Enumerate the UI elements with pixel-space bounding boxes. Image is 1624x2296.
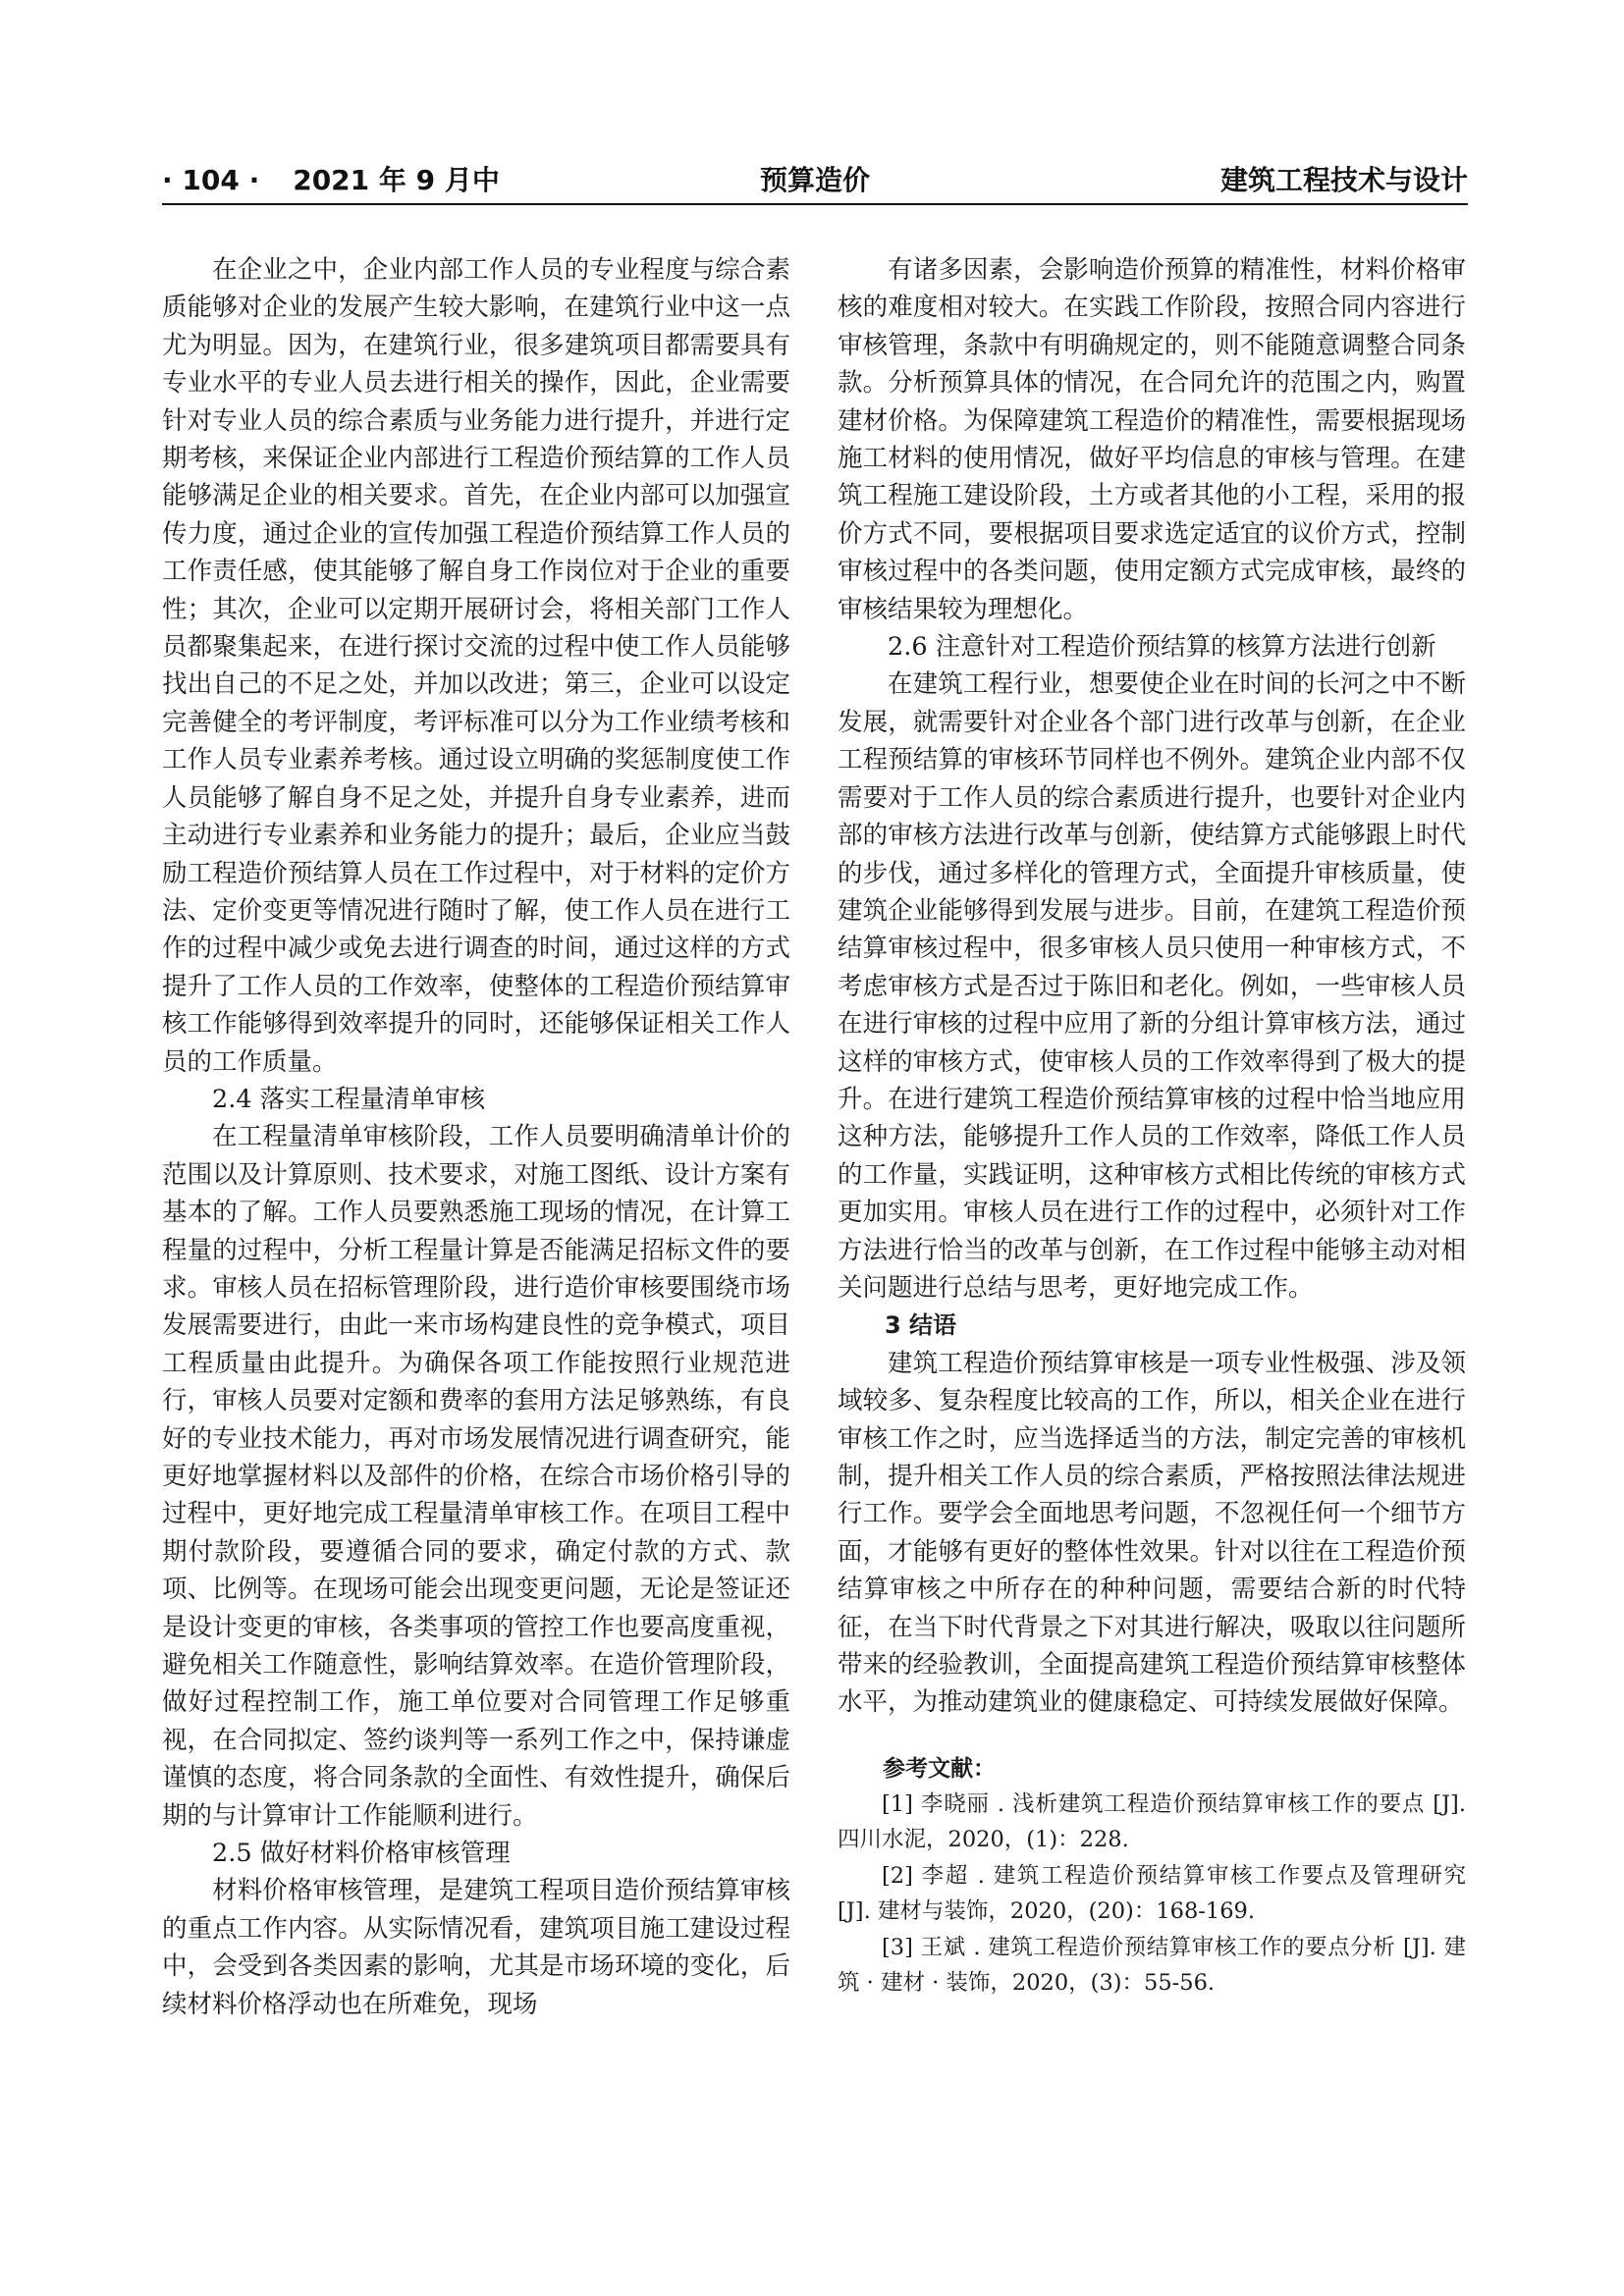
header-divider	[162, 203, 1468, 205]
section-heading-conclusion: 3 结语	[885, 1311, 957, 1340]
left-column	[162, 251, 790, 2023]
section-heading-2-4: 2.4 落实工程量清单审核	[212, 1084, 486, 1114]
section-heading-2-6: 2.6 注意针对工程造价预结算的核算方法进行创新	[888, 632, 1436, 663]
reference-item: [2] 李超 . 建筑工程造价预结算审核工作要点及管理研究 [J]. 建材与装饰，2020，(20)：168-169.	[838, 1862, 1466, 1925]
section-name: 建筑工程技术与设计	[1219, 164, 1468, 196]
page-number: · 104 ·	[162, 164, 260, 196]
paragraph: 材料价格审核管理，是建筑工程项目造价预结算审核的重点工作内容。从实际情况看，建筑项目施工建设过程中，会受到各类因素的影响，尤其是市场环境的变化，后续材料价格浮动也在所难免，现场	[162, 1876, 790, 2019]
right-column	[838, 251, 1466, 2002]
paragraph: 在企业之中，企业内部工作人员的专业程度与综合素质能够对企业的发展产生较大影响，在建筑行业中这一点尤为明显。因为，在建筑行业，很多建筑项目都需要具有专业水平的专业人员去进行相关的操作，因此，企业需要针对专业人员的综合素质与业务能力进行提升，并进行定期考核，来保证企业内部进行工程造价预结算的工作人员能够满足企业的相关要求。首先，在企业内部可以加强宣传力度，通过企业的宣传加强工程造价预结算工作人员的工作责任感，使其能够了解自身工作岗位对于企业的重要性；其次，企业可以定期开展研讨会，将相关部门工作人员都聚集起来，在进行探讨交流的过程中使工作人员能够找出自己的不足之处，并加以改进；第三，企业可以设定完善健全的考评制度，考评标准可以分为工作业绩考核和工作人员专业素养考核。通过设立明确的奖惩制度使工作人员能够了解自身不足之处，并提升自身专业素养，进而主动进行专业素养和业务能力的提升；最后，企业应当鼓励工程造价预结算人员在工作过程中，对于材料的定价方法、定价变更等情况进行随时了解，使工作人员在进行工作的过程中减少或免去进行调查的时间，通过这样的方式提升了工作人员的工作效率，使整体的工程造价预结算审核工作能够得到效率提升的同时，还能够保证相关工作人员的工作质量。	[162, 255, 790, 1077]
paragraph: 有诸多因素，会影响造价预算的精准性，材料价格审核的难度相对较大。在实践工作阶段，按照合同内容进行审核管理，条款中有明确规定的，则不能随意调整合同条款。分析预算具体的情况，在合同允许的范围之内，购置建材价格。为保障建筑工程造价的精准性，需要根据现场施工材料的使用情况，做好平均信息的审核与管理。在建筑工程施工建设阶段，土方或者其他的小工程，采用的报价方式不同，要根据项目要求选定适宜的议价方式，控制审核过程中的各类问题，使用定额方式完成审核，最终的审核结果较为理想化。	[838, 255, 1466, 624]
paragraph: 在工程量清单审核阶段，工作人员要明确清单计价的范围以及计算原则、技术要求，对施工图纸、设计方案有基本的了解。工作人员要熟悉施工现场的情况，在计算工程量的过程中，分析工程量计算是否能满足招标文件的要求。审核人员在招标管理阶段，进行造价审核要围绕市场发展需要进行，由此一来市场构建良性的竞争模式，项目工程质量由此提升。为确保各项工作能按照行业规范进行，审核人员要对定额和费率的套用方法足够熟练，有良好的专业技术能力，再对市场发展情况进行调查研究，能更好地掌握材料以及部件的价格，在综合市场价格引导的过程中，更好地完成工程量清单审核工作。在项目工程中期付款阶段，要遵循合同的要求，确定付款的方式、款项、比例等。在现场可能会出现变更问题，无论是签证还是设计变更的审核，各类事项的管控工作也要高度重视，避免相关工作随意性，影响结算效率。在造价管理阶段，做好过程控制工作，施工单位要对合同管理工作足够重视，在合同拟定、签约谈判等一系列工作之中，保持谦虚谨慎的态度，将合同条款的全面性、有效性提升，确保后期的与计算审计工作能顺利进行。	[162, 1122, 790, 1831]
reference-item: [1] 李晓丽 . 浅析建筑工程造价预结算审核工作的要点 [J]. 四川水泥，2020，(1)：228.	[838, 1790, 1466, 1853]
running-header	[162, 155, 1468, 198]
references-title: 参考文献：	[883, 1755, 996, 1782]
reference-item: [3] 王斌 . 建筑工程造价预结算审核工作的要点分析 [J]. 建筑 · 建材 · 装饰，2020，(3)：55-56.	[838, 1934, 1466, 1997]
journal-name: 预算造价	[759, 164, 870, 196]
issue-date: 2021 年 9 月中	[293, 164, 500, 196]
section-heading-2-5: 2.5 做好材料价格审核管理	[212, 1839, 511, 1869]
paragraph: 建筑工程造价预结算审核是一项专业性极强、涉及领域较多、复杂程度比较高的工作，所以，相关企业在进行审核工作之时，应当选择适当的方法，制定完善的审核机制，提升相关工作人员的综合素质，严格按照法律法规进行工作。要学会全面地思考问题，不忽视任何一个细节方面，才能够有更好的整体性效果。针对以往在工程造价预结算审核之中所存在的种种问题，需要结合新的时代特征，在当下时代背景之下对其进行解决，吸取以往问题所带来的经验教训，全面提高建筑工程造价预结算审核整体水平，为推动建筑业的健康稳定、可持续发展做好保障。	[838, 1348, 1466, 1718]
references	[838, 1751, 1466, 2002]
paragraph: 在建筑工程行业，想要使企业在时间的长河之中不断发展，就需要针对企业各个部门进行改革与创新，在企业工程预结算的审核环节同样也不例外。建筑企业内部不仅需要对于工作人员的综合素质进行提升，也要针对企业内部的审核方法进行改革与创新，使结算方式能够跟上时代的步伐，通过多样化的管理方式，全面提升审核质量，使建筑企业能够得到发展与进步。目前，在建筑工程造价预结算审核过程中，很多审核人员只使用一种审核方式，不考虑审核方式是否过于陈旧和老化。例如，一些审核人员在进行审核的过程中应用了新的分组计算审核方法，通过这样的审核方式，使审核人员的工作效率得到了极大的提升。在进行建筑工程造价预结算审核的过程中恰当地应用这种方法，能够提升工作人员的工作效率，降低工作人员的工作量，实践证明，这种审核方式相比传统的审核方式更加实用。审核人员在进行工作的过程中，必须针对工作方法进行恰当的改革与创新，在工作过程中能够主动对相关问题进行总结与思考，更好地完成工作。	[838, 669, 1466, 1303]
